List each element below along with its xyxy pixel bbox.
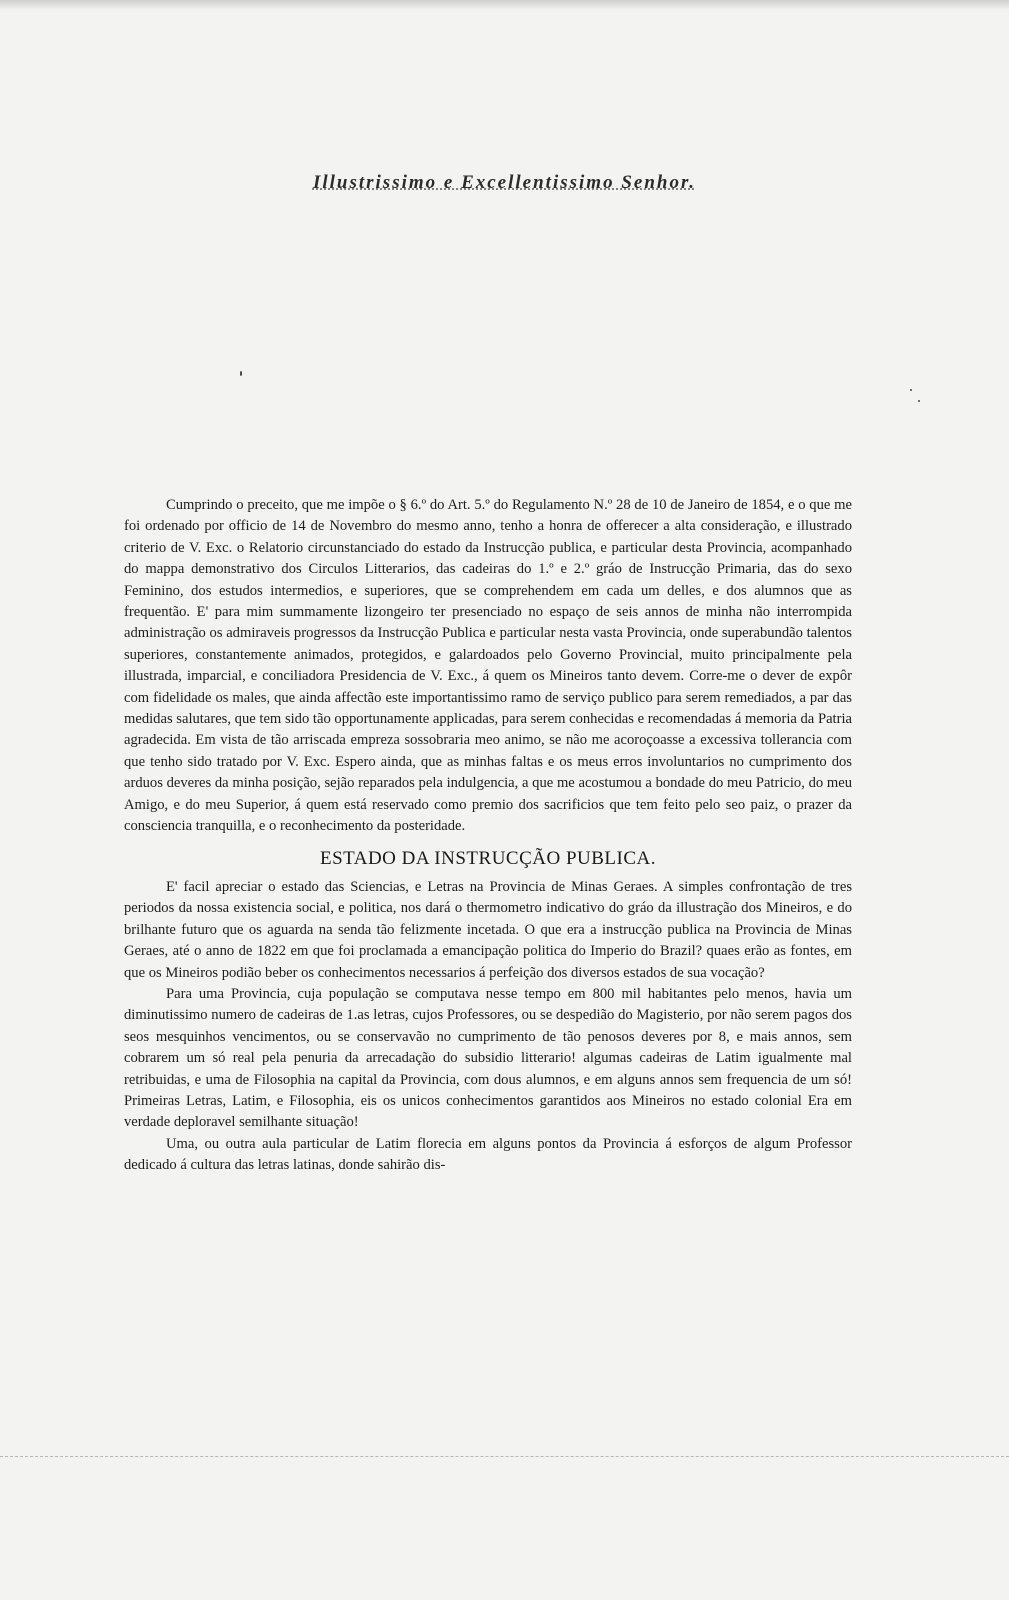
body-paragraph: Para uma Provincia, cuja população se computava nesse tempo em 800 mil habitantes pelo menos, havia um diminutissimo numero de cadeiras de 1.as letras, cujos Professores, ou se despedião do Magisterio, por não serem pagos dos seos mesquinhos vencimentos, ou se conservavão no cumprimento de tão penosos deveres por 8, e mais annos, sem cobrarem um só real pela penuria da arrecadação do subsidio litterario! algumas cadeiras de Latim igualmente mal retribuidas, e uma de Filosophia na capital da Provincia, com dous alumnos, e em alguns annos sem frequencia de um só! Primeiras Letras, Latim, e Filosophia, eis os unicos conhecimentos garantidos aos Mineiros no estado colonial Era em verdade deploravel semilhante situação! — [124, 985, 852, 1131]
section-heading: ESTADO DA INSTRUCÇÃO PUBLICA. — [319, 847, 656, 869]
document-body — [124, 495, 852, 1177]
salutation-line: Illustrissimo e Excellentissimo Senhor. — [312, 172, 697, 193]
ink-speck — [240, 371, 242, 376]
ink-speck — [910, 389, 912, 391]
body-paragraph: Cumprindo o preceito, que me impõe o § 6.º do Art. 5.º do Regulamento N.º 28 de 10 de Janeiro de 1854, e o que me foi ordenado por officio de 14 de Novembro do mesmo anno, tenho a honra de offerecer a alta consideração, e illustrado criterio de V. Exc. o Relatorio circunstanciado do estado da Instrucção publica, e particular desta Provincia, acompanhado do mappa demonstrativo dos Circulos Litterarios, das cadeiras do 1.º e 2.º gráo de Instrucção Primaria, das do sexo Feminino, dos estudos intermedios, e superiores, que se comprehendem em cada um delles, e dos alumnos que as frequentão. E' para mim summamente lizongeiro ter presenciado no espaço de seis annos de minha não interrompida administração os admiraveis progressos da Instrucção Publica e particular nesta vasta Provincia, onde superabundão talentos superiores, constantemente animados, protegidos, e galardoados pelo Governo Provincial, muito principalmente pela illustrada, imparcial, e conciliadora Presidencia de V. Exc., á quem os Mineiros tanto devem. Corre-me o dever de expôr com fidelidade os males, que ainda affectão este importantissimo ramo de serviço publico para serem remediados, a par das medidas salutares, que tem sido tão opportunamente applicadas, para serem conhecidas e recomendadas á memoria da Patria agradecida. Em vista de tão arriscada emprezа sossobraria meo animo, se não me acoroçoasse a excessiva tollerancia com que tenho sido tratado por V. Exc. Espero ainda, que as minhas faltas e os meus erros involuntarios no cumprimento dos arduos deveres da minha posição, sejão reparados pela indulgencia, a que me acostumou a bondade do meu Patricio, do meu Amigo, e do meu Superior, á quem está reservado como premio dos sacrificios que tem feito pelo seo paiz, o prazer da consciencia tranquilla, e o reconhecimento da posteridade. — [124, 497, 852, 835]
page-fold-line — [0, 1456, 1009, 1458]
ink-speck — [918, 400, 920, 402]
body-paragraph: E' facil apreciar o estado das Sciencias, e Letras na Provincia de Minas Geraes. A simples confrontação de tres periodos da nossa existencia social, e politica, nos dará o thermometro indicativo do gráo da illustração dos Mineiros, e do brilhante futuro que os aguarda na senda tão felizmente incetada. O que era a instrucção publica na Provincia de Minas Geraes, até o anno de 1822 em que foi proclamada a emancipação politica do Imperio do Brazil? quaes erão as fontes, em que os Mineiros podião beber os conhecimentos necessarios á perfeição dos diversos estados de sua vocação? — [124, 878, 852, 981]
page-edge-shadow — [0, 0, 1009, 10]
body-paragraph: Uma, ou outra aula particular de Latim florecia em alguns pontos da Provincia á esforços de algum Professor dedicado á cultura das letras latinas, donde sahirão dis- — [124, 1135, 852, 1174]
